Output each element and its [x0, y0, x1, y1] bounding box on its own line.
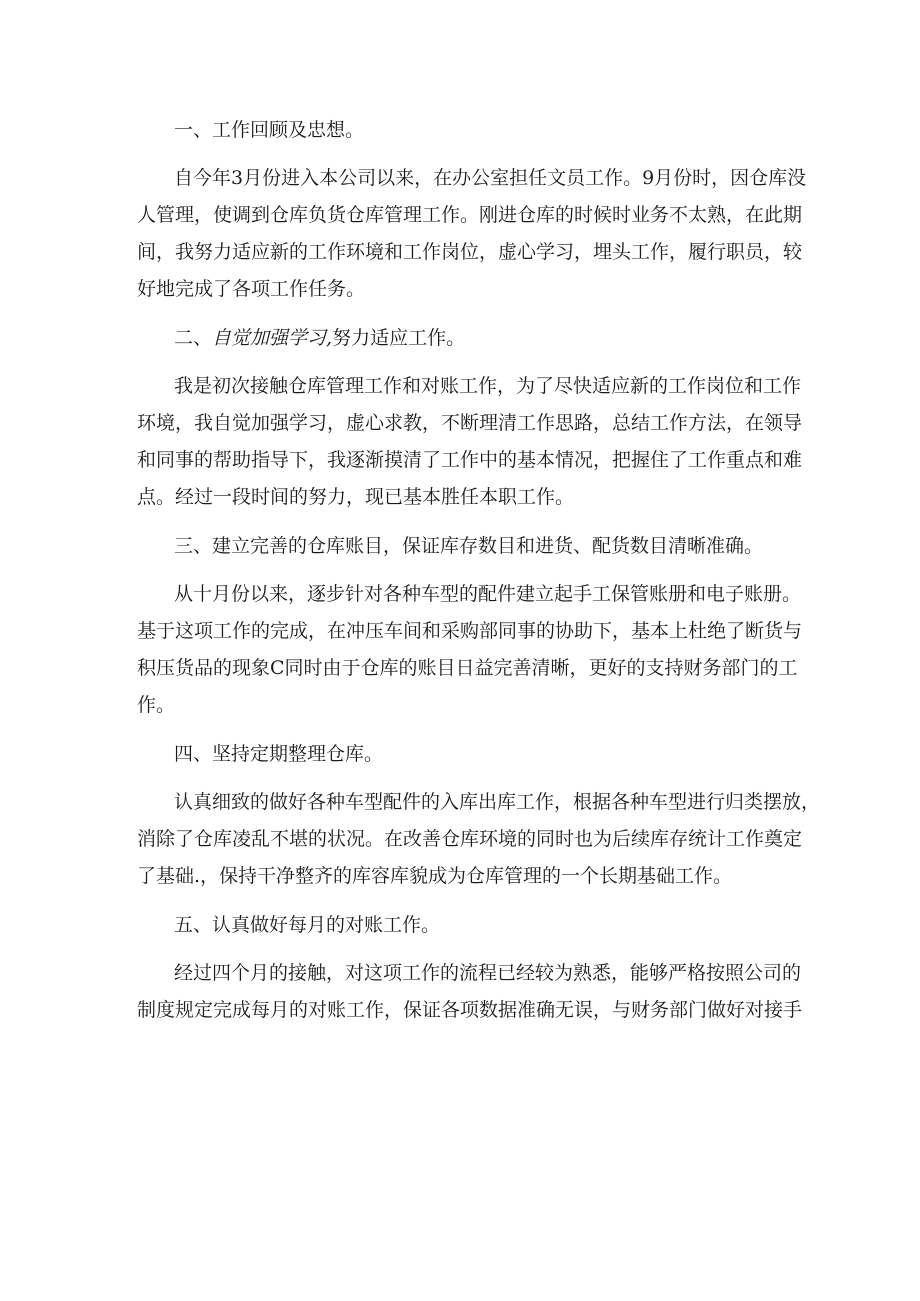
paragraph-line: 消除了仓库凌乱不堪的状况。在改善仓库环境的同时也为后续库存统计工作奠定: [137, 828, 803, 850]
paragraph-line: 间，我努力适应新的工作环境和工作岗位，虚心学习，埋头工作，履行职员，较: [137, 241, 803, 263]
section-heading-4: 四、坚持定期整理仓库。: [174, 743, 384, 765]
paragraph-line: 制度规定完成每月的对账工作，保证各项数据准确无误，与财务部门做好对接手: [137, 999, 803, 1021]
paragraph-line: 我是初次接触仓库管理工作和对账工作，为了尽快适应新的工作岗位和工作: [174, 375, 802, 397]
paragraph-line: 基于这项工作的完成，在冲压车间和采购部同事的协助下，基本上杜绝了断货与: [137, 620, 803, 642]
paragraph-line: 好地完成了各项工作任务。: [137, 278, 366, 300]
paragraph-line: 作。: [137, 694, 176, 716]
paragraph-line: 经过四个月的接触，对这项工作的流程已经较为熟悉，能够严格按照公司的: [174, 962, 802, 984]
paragraph-line: 点。经过一段时间的努力，现已基本胜任本职工作。: [137, 486, 575, 508]
paragraph-line: 了基础.，保持干净整齐的库容库貌成为仓库管理的一个长期基础工作。: [137, 865, 733, 887]
heading-suffix: 努力适应工作。: [332, 327, 466, 349]
section-heading-5: 五、认真做好每月的对账工作。: [174, 914, 441, 936]
paragraph-line: 人管理，使调到仓库负货仓库管理工作。刚进仓库的时候时业务不太熟，在此期: [137, 204, 803, 226]
document-body: [137, 112, 821, 1029]
heading-italic: 自觉加强学习,: [212, 327, 333, 349]
paragraph-line: 和同事的帮助指导下，我逐渐摸清了工作中的基本情况，把握住了工作重点和难: [137, 449, 803, 471]
heading-prefix: 二、: [174, 327, 213, 349]
paragraph-line: 自今年3月份进入本公司以来，在办公室担任文员工作。9月份时，因仓库没: [174, 167, 807, 189]
paragraph-line: 积压货品的现象C同时由于仓库的账目日益完善清晰，更好的支持财务部门的工: [137, 657, 798, 679]
section-heading-1: 一、工作回顾及忠想。: [174, 119, 365, 141]
paragraph-line: 从十月份以来，逐步针对各种车型的配件建立起手工保管账册和电子账册。: [174, 583, 802, 605]
section-heading-2: [137, 320, 783, 357]
paragraph-line: 认真细致的做好各种车型配件的入库出库工作，根据各种车型进行归类摆放，: [174, 791, 821, 813]
section-heading-3: 三、建立完善的仓库账目，保证库存数目和进货、配货数目清晰准确。: [174, 535, 764, 557]
paragraph-line: 环境，我自觉加强学习，虚心求教，不断理清工作思路，总结工作方法，在领导: [137, 412, 803, 434]
